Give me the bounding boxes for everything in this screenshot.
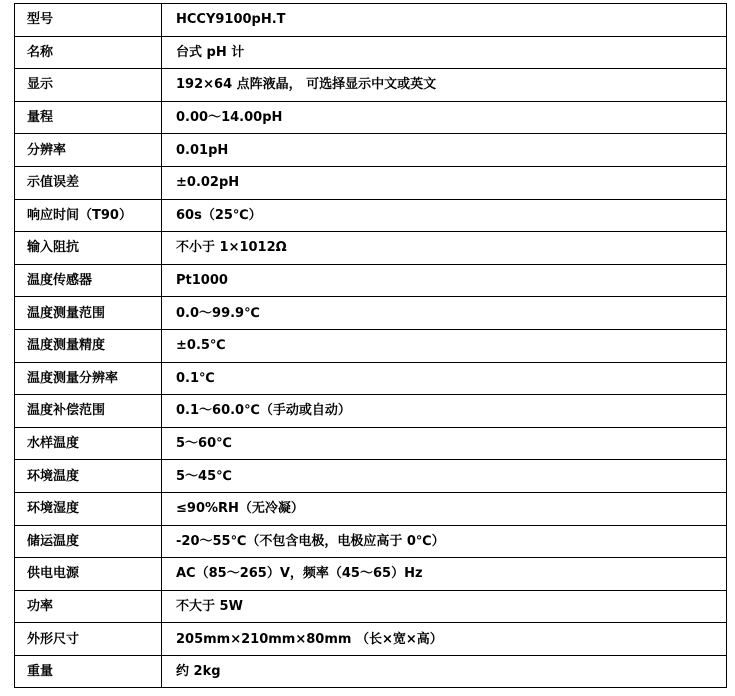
table-row — [15, 395, 727, 428]
spec-value: 约 2kg — [162, 655, 727, 688]
spec-value: ±0.5℃ — [162, 329, 727, 362]
spec-label: 外形尺寸 — [15, 623, 162, 656]
spec-value: AC（85～265）V，频率（45～65）Hz — [162, 558, 727, 591]
spec-table-body — [15, 4, 727, 688]
table-row — [15, 101, 727, 134]
table-row — [15, 199, 727, 232]
table-row — [15, 4, 727, 37]
spec-value: 0.0～99.9℃ — [162, 297, 727, 330]
spec-value: Pt1000 — [162, 264, 727, 297]
table-row — [15, 134, 727, 167]
spec-label: 环境湿度 — [15, 492, 162, 525]
spec-label: 输入阻抗 — [15, 232, 162, 265]
spec-label: 储运温度 — [15, 525, 162, 558]
spec-value: ±0.02pH — [162, 166, 727, 199]
spec-label: 分辨率 — [15, 134, 162, 167]
spec-label: 名称 — [15, 36, 162, 69]
spec-value: HCCY9100pH.T — [162, 4, 727, 37]
spec-label: 量程 — [15, 101, 162, 134]
spec-label: 水样温度 — [15, 427, 162, 460]
spec-label: 供电电源 — [15, 558, 162, 591]
spec-label: 温度测量分辨率 — [15, 362, 162, 395]
table-row — [15, 69, 727, 102]
spec-label: 功率 — [15, 590, 162, 623]
table-row — [15, 36, 727, 69]
spec-label: 温度补偿范围 — [15, 395, 162, 428]
table-row — [15, 525, 727, 558]
spec-value: 0.00～14.00pH — [162, 101, 727, 134]
spec-label: 温度测量精度 — [15, 329, 162, 362]
spec-value: ≤90%RH（无冷凝） — [162, 492, 727, 525]
table-row — [15, 362, 727, 395]
spec-label: 温度传感器 — [15, 264, 162, 297]
spec-label: 重量 — [15, 655, 162, 688]
spec-value: 不小于 1×1012Ω — [162, 232, 727, 265]
spec-label: 显示 — [15, 69, 162, 102]
table-row — [15, 492, 727, 525]
spec-label: 环境温度 — [15, 460, 162, 493]
table-row — [15, 329, 727, 362]
spec-value: 0.01pH — [162, 134, 727, 167]
table-row — [15, 297, 727, 330]
spec-value: 5～45℃ — [162, 460, 727, 493]
table-row — [15, 460, 727, 493]
spec-value: 不大于 5W — [162, 590, 727, 623]
table-row — [15, 166, 727, 199]
table-row — [15, 623, 727, 656]
table-row — [15, 427, 727, 460]
table-row — [15, 264, 727, 297]
table-row — [15, 558, 727, 591]
spec-value: 192×64 点阵液晶， 可选择显示中文或英文 — [162, 69, 727, 102]
spec-label: 响应时间（T90） — [15, 199, 162, 232]
spec-label: 型号 — [15, 4, 162, 37]
spec-value: 0.1℃ — [162, 362, 727, 395]
table-row — [15, 232, 727, 265]
table-row — [15, 655, 727, 688]
table-row — [15, 590, 727, 623]
spec-value: 205mm×210mm×80mm （长×宽×高） — [162, 623, 727, 656]
spec-value: 60s（25℃） — [162, 199, 727, 232]
spec-label: 示值误差 — [15, 166, 162, 199]
spec-value: 台式 pH 计 — [162, 36, 727, 69]
spec-value: 0.1～60.0℃（手动或自动） — [162, 395, 727, 428]
spec-value: -20～55℃（不包含电极，电极应高于 0℃） — [162, 525, 727, 558]
spec-label: 温度测量范围 — [15, 297, 162, 330]
spec-table — [14, 3, 727, 688]
spec-value: 5～60℃ — [162, 427, 727, 460]
